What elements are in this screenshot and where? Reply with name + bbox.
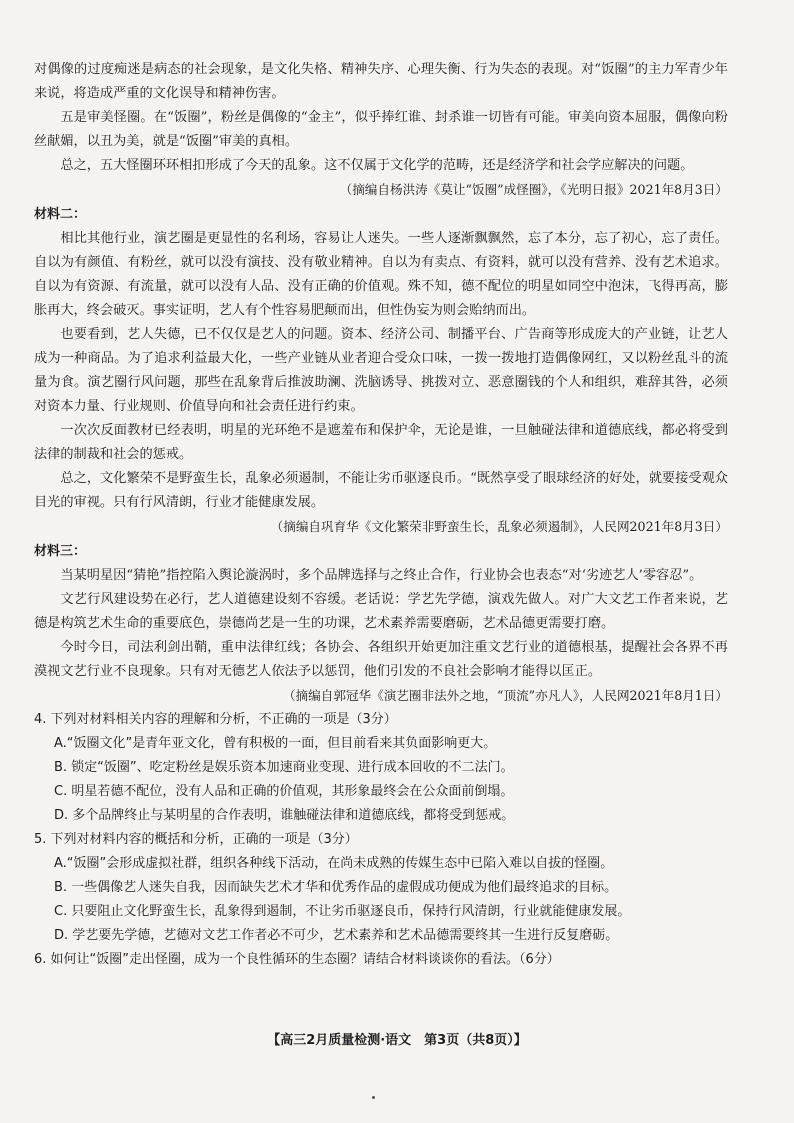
question-5-option-c: C. 只要阻止文化野蛮生长，乱象得到遏制，不让劣币驱逐良币，保持行风清朗，行业就能健康发展。 [54,904,631,919]
m2-source: （摘编自巩育华《文化繁荣非野蛮生长，乱象必须遏制》，人民网2021年8月3日） [270,519,728,534]
m2-paragraph-3: 一次次反面教材已经表明，明星的光环绝不是遮羞布和保护伞，无论是谁，一旦触碰法律和道德底线，都必将受到法律的制裁和社会的惩戒。 [34,423,728,462]
m1-paragraph-5: 五是审美怪圈。在“饭圈”，粉丝是偶像的“金主”，似乎捧红谁、封杀谁一切皆有可能。审美向资本屈服，偶像向粉丝献媚，以丑为美，就是“饭圈”审美的真相。 [34,110,728,149]
question-4-option-d: D. 多个品牌终止与某明星的合作表明，谁触碰法律和道德底线，都将受到惩戒。 [54,808,515,823]
m3-paragraph-1: 当某明星因“猜艳”指控陷入舆论漩涡时，多个品牌选择与之终止合作，行业协会也表态“对‘劣迹艺人’零容忍”。 [60,568,703,583]
question-6-stem: 6. 如何让“饭圈”走出怪圈，成为一个良性循环的生态圈？请结合材料谈谈你的看法。（6分） [34,952,560,967]
page-footer: 【高三2月质量检测·语文 第3页（共8页）】 [267,1033,527,1048]
m2-paragraph-4: 总之，文化繁荣不是野蛮生长，乱象必须遏制，不能让劣币驱逐良币。“既然享受了眼球经济的好处，就要接受观众目光的审视。只有行风清朗，行业才能健康发展。 [34,471,728,510]
m2-heading: 材料二： [34,207,87,222]
m3-paragraph-3: 今时今日，司法利剑出鞘，重申法律红线；各协会、各组织开始更加注重文艺行业的道德根基，提醒社会各界不再漠视文艺行业不良现象。只有对无德艺人依法予以惩罚，他们引发的不良社会影响才能得以匡正。 [34,640,728,679]
question-5-option-b: B. 一些偶像艺人迷失自我，因而缺失艺术才华和优秀作品的虚假成功便成为他们最终追求的目标。 [54,880,618,895]
m2-paragraph-1: 相比其他行业，演艺圈是更显性的名利场，容易让人迷失。一些人逐渐飘飘然，忘了本分，忘了初心，忘了责任。自以为有颜值、有粉丝，就可以没有演技、没有敬业精神。自以为有卖点、有资料，就可以没有营养、没有艺术追求。自以为有资源、有流量，就可以没有人品、没有正确的价值观。殊不知，德不配位的明星如同空中泡沫，飞得再高，膨胀再大，终会破灭。事实证明，艺人有个性容易肥颠而出，但性伪妄为则会贻纳而出。 [34,231,728,318]
question-4-stem: 4. 下列对材料相关内容的理解和分析，不正确的一项是（3分） [34,712,397,727]
scan-dot [372,1096,375,1099]
question-4-option-c: C. 明星若德不配位，没有人品和正确的价值观，其形象最终会在公众面前倒塌。 [54,784,514,799]
m1-source: （摘编自杨洪涛《莫让“饭圈”成怪圈》，《光明日报》2021年8月3日） [339,182,728,197]
question-5-option-a: A.“饭圈”会形成虚拟社群，组织各种线下活动，在尚未成熟的传媒生态中已陷入难以自拔的怪圈。 [54,856,614,871]
question-5-stem: 5. 下列对材料内容的概括和分析，正确的一项是（3分） [34,832,358,847]
m1-paragraph-summary: 总之，五大怪圈环环相扣形成了今天的乱象。这不仅属于文化学的范畴，还是经济学和社会学应解决的问题。 [60,158,694,173]
question-5-option-d: D. 学艺要先学德，艺德对文艺工作者必不可少，艺术素养和艺术品德需要终其一生进行反复磨砺。 [54,928,619,943]
question-4-option-b: B. 锁定“饭圈”、吃定粉丝是娱乐资本加速商业变现、进行成本回收的不二法门。 [54,760,514,775]
m1-paragraph-continued: 对偶像的过度痴迷是病态的社会现象，是文化失格、精神失序、心理失衡、行为失态的表现。对“饭圈”的主力军青少年来说，将造成严重的文化误导和精神伤害。 [34,62,728,101]
m3-paragraph-2: 文艺行风建设势在必行，艺人道德建设刻不容缓。老话说：学艺先学德，演戏先做人。对广大文艺工作者来说，艺德是构筑艺术生命的重要底色，崇德尚艺是一生的功课，艺术素养需要磨砺，艺术品德更需要打磨。 [34,592,728,631]
m3-source: （摘编自郭冠华《演艺圈非法外之地，“顶流”亦凡人》，人民网2021年8月1日） [282,688,728,703]
m2-paragraph-2: 也要看到，艺人失德，已不仅仅是艺人的问题。资本、经济公司、制播平台、广告商等形成庞大的产业链，让艺人成为一种商品。为了追求利益最大化，一些产业链从业者迎合受众口味，一拨一拨地打造偶像网红，又以粉丝乱斗的流量为食。演艺圈行风问题，那些在乱象背后推波助澜、洗脑诱导、挑拨对立、恶意圈钱的个人和组织，难辞其咎，必须对资本力量、行业规则、价值导向和社会责任进行约束。 [34,327,728,414]
question-4-option-a: A.“饭圈文化”是青年亚文化，曾有积极的一面，但目前看来其负面影响更大。 [54,736,497,751]
m3-heading: 材料三： [34,544,87,559]
